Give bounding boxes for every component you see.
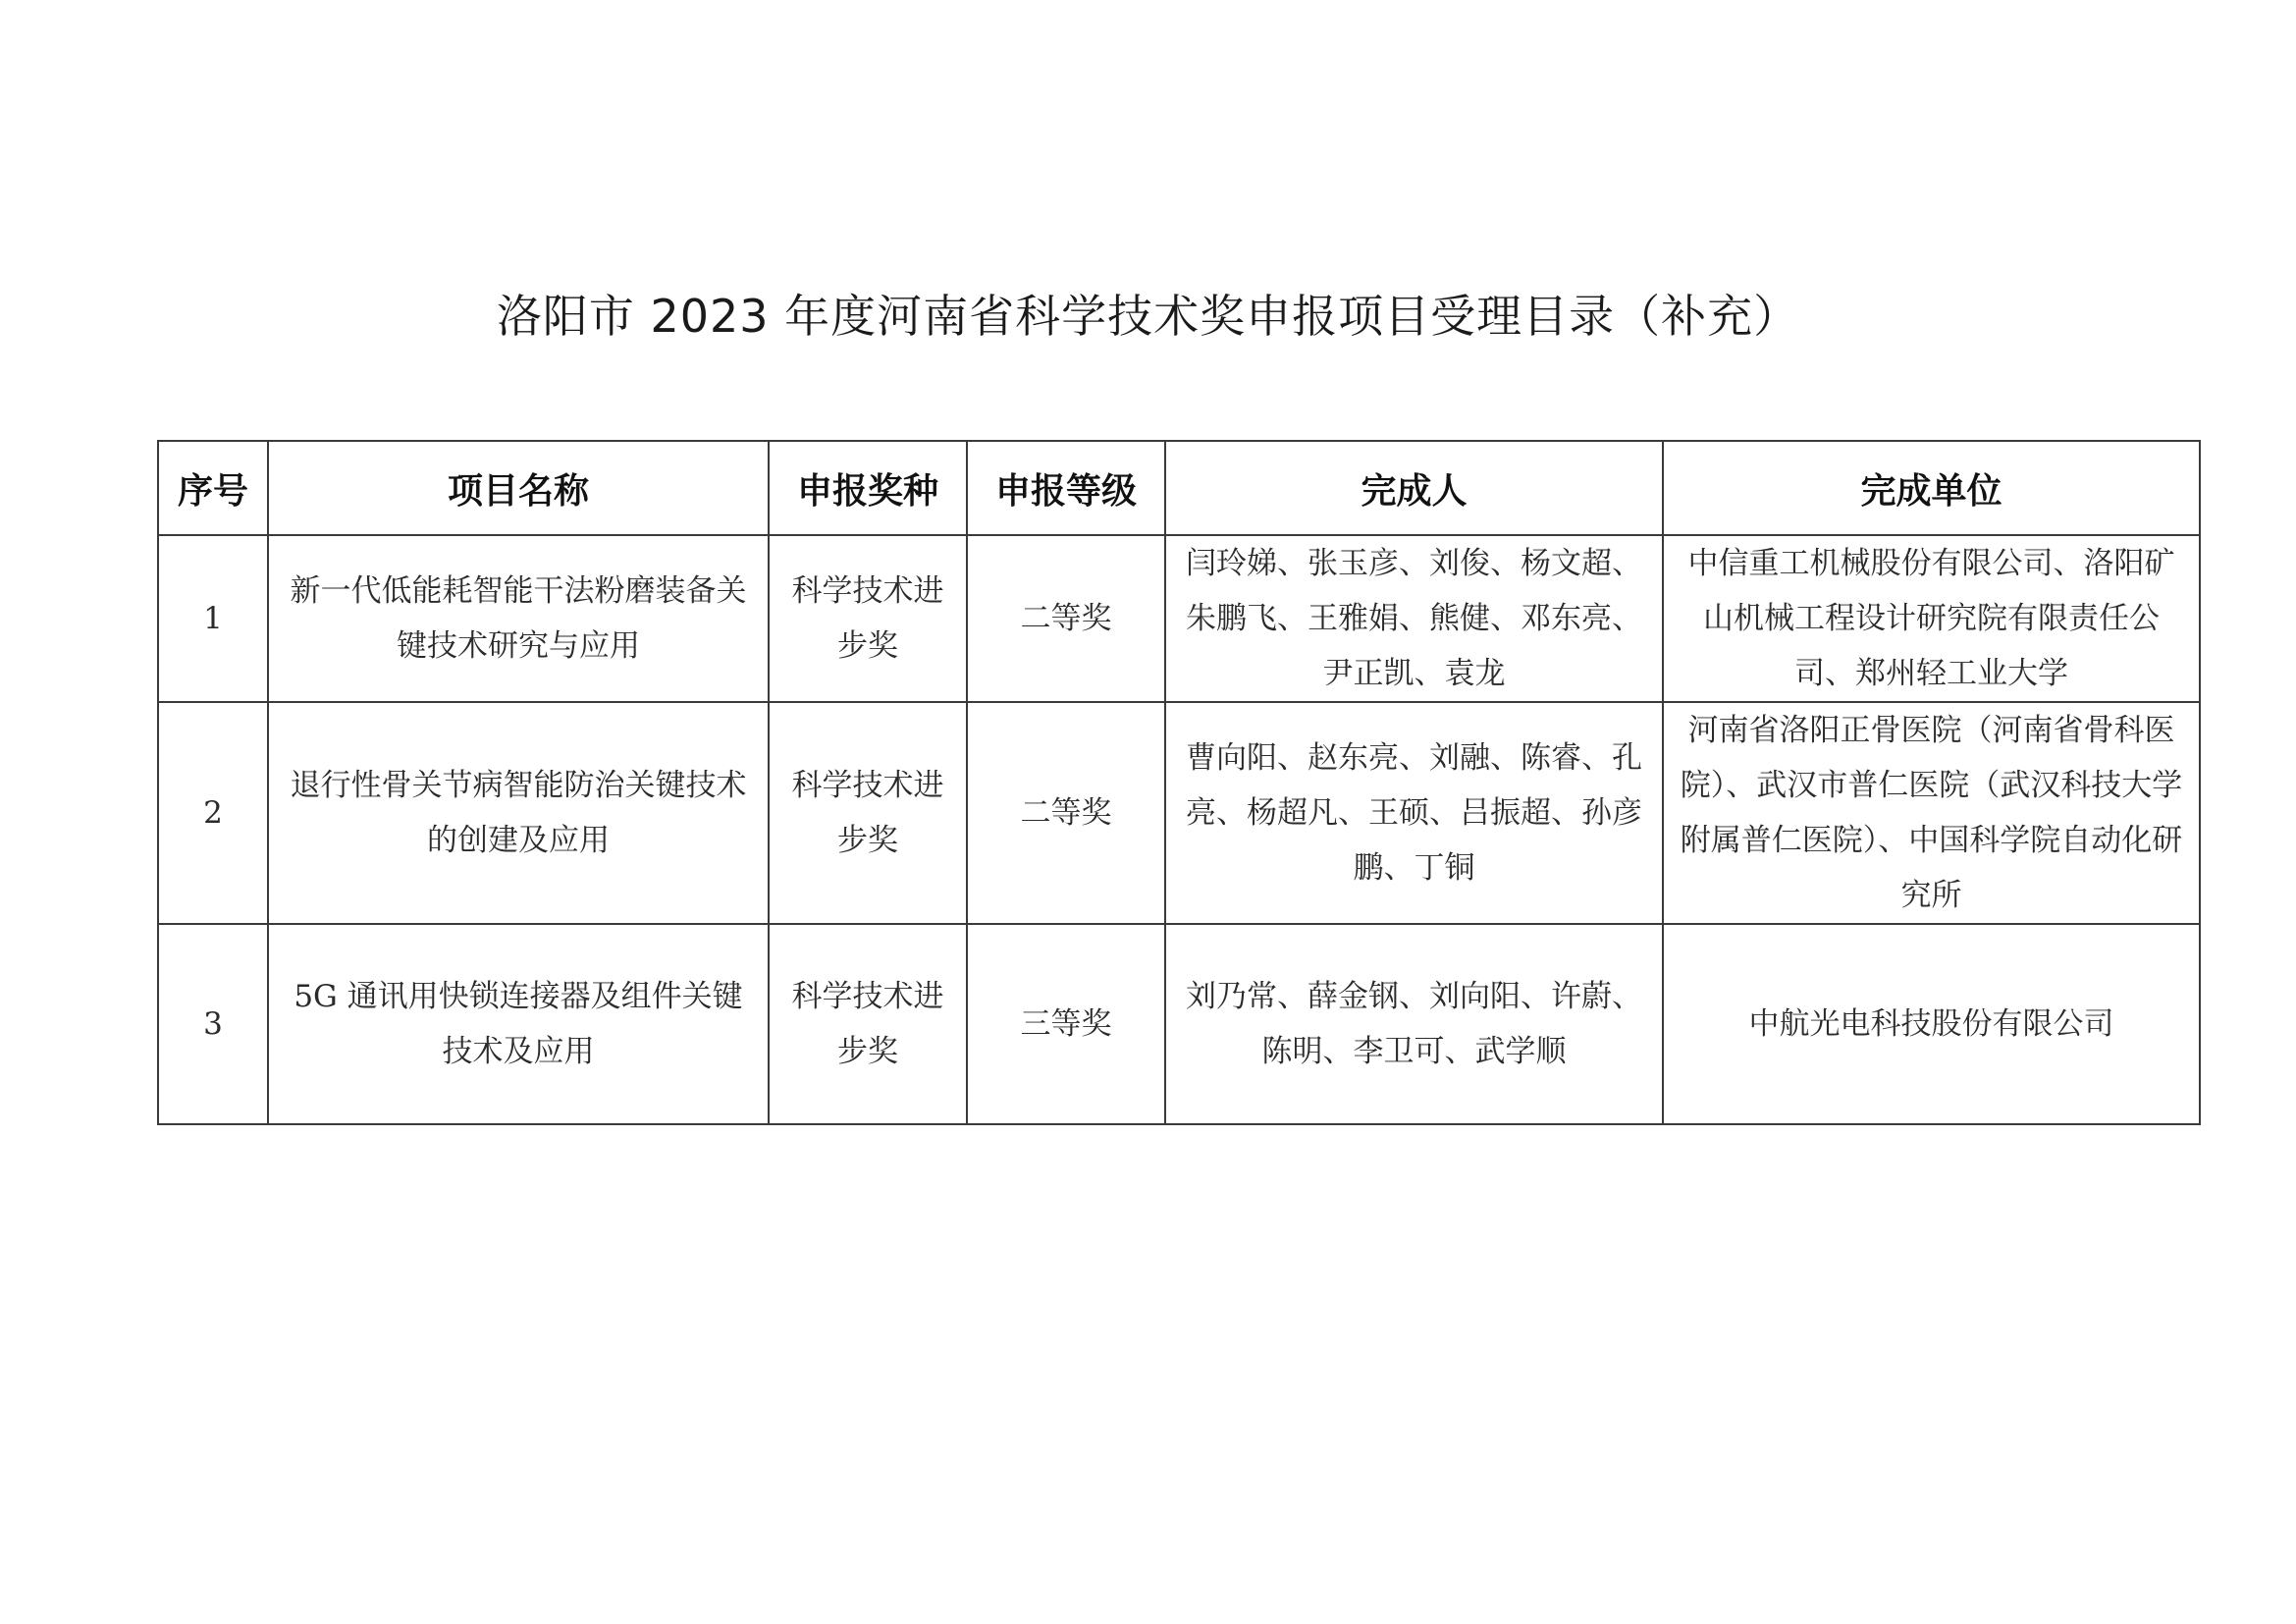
cell-project-name: 退行性骨关节病智能防治关键技术的创建及应用: [268, 702, 769, 924]
cell-index: 1: [158, 535, 268, 702]
header-completing-units: 完成单位: [1663, 441, 2200, 535]
header-award-level: 申报等级: [967, 441, 1165, 535]
cell-completers: 闫玲娣、张玉彦、刘俊、杨文超、朱鹏飞、王雅娟、熊健、邓东亮、尹正凯、袁龙: [1165, 535, 1663, 702]
cell-completers: 曹向阳、赵东亮、刘融、陈睿、孔亮、杨超凡、王硕、吕振超、孙彦鹏、丁铜: [1165, 702, 1663, 924]
table-row: [158, 535, 2200, 702]
cell-project-name: 新一代低能耗智能干法粉磨装备关键技术研究与应用: [268, 535, 769, 702]
table-header-row: [158, 441, 2200, 535]
cell-completers: 刘乃常、薛金钢、刘向阳、许蔚、陈明、李卫可、武学顺: [1165, 924, 1663, 1124]
document-title: 洛阳市 2023 年度河南省科学技术奖申报项目受理目录（补充）: [496, 290, 1800, 343]
cell-completing-units: 河南省洛阳正骨医院（河南省骨科医院）、武汉市普仁医院（武汉科技大学附属普仁医院）、中国科学院自动化研究所: [1663, 702, 2200, 924]
cell-award-level: 二等奖: [967, 702, 1165, 924]
cell-award-type: 科学技术进步奖: [769, 535, 967, 702]
cell-index: 3: [158, 924, 268, 1124]
cell-award-type: 科学技术进步奖: [769, 924, 967, 1124]
cell-project-name: 5G 通讯用快锁连接器及组件关键技术及应用: [268, 924, 769, 1124]
cell-index: 2: [158, 702, 268, 924]
cell-award-type: 科学技术进步奖: [769, 702, 967, 924]
cell-award-level: 二等奖: [967, 535, 1165, 702]
header-project-name: 项目名称: [268, 441, 769, 535]
header-award-type: 申报奖种: [769, 441, 967, 535]
project-catalog-table: [157, 440, 2201, 1125]
table-row: [158, 702, 2200, 924]
header-completers: 完成人: [1165, 441, 1663, 535]
header-index: 序号: [158, 441, 268, 535]
cell-award-level: 三等奖: [967, 924, 1165, 1124]
cell-completing-units: 中航光电科技股份有限公司: [1663, 924, 2200, 1124]
cell-completing-units: 中信重工机械股份有限公司、洛阳矿山机械工程设计研究院有限责任公司、郑州轻工业大学: [1663, 535, 2200, 702]
table-row: [158, 924, 2200, 1124]
